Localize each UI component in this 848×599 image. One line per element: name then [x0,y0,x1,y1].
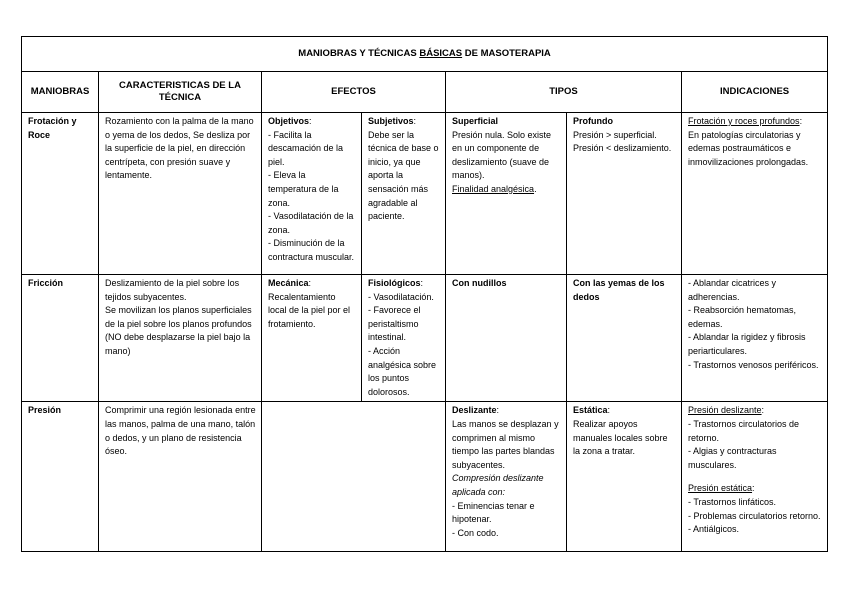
header-efectos: EFECTOS [262,72,446,113]
table-row [22,402,828,552]
indicaciones-cell: - Ablandar cicatrices y adherencias. - Reabsorción hematomas, edemas. - Ablandar la rigidez y fibrosis periarticulares. - Trastornos venosos periféricos. [682,275,828,402]
masoterapia-table [21,36,828,552]
tipo-cell: Profundo Presión > superficial. Presión < deslizamiento. [567,113,682,275]
efecto-cell: Mecánica: Recalentamiento local de la piel por el frotamiento. [262,275,362,402]
indicaciones-cell: Presión deslizante: - Trastornos circulatorios de retorno. - Algias y contracturas musculares. Presión estática: - Trastornos linfáticos. - Problemas circulatorios retorno. - Antiálgicos. [682,402,828,552]
table-row [22,113,828,275]
efecto-cell: Objetivos: - Facilita la descamación de la piel. - Eleva la temperatura de la zona. - Vasodilatación de la zona. - Disminución de la contractura muscular. [262,113,362,275]
table-title: MANIOBRAS Y TÉCNICAS BÁSICAS DE MASOTERAPIA [22,37,828,72]
efecto-cell-empty [262,402,446,552]
maniobra-name: Presión [22,402,99,552]
header-maniobras: MANIOBRAS [22,72,99,113]
tipo-cell: Deslizante: Las manos se desplazan y comprimen al mismo tiempo las partes blandas subyacentes. Compresión deslizante aplicada con: - Eminencias tenar e hipotenar. - Con codo. [446,402,567,552]
table-row [22,275,828,402]
maniobra-name: Fricción [22,275,99,402]
caracteristicas-cell: Deslizamiento de la piel sobre los tejidos subyacentes. Se movilizan los planos superficiales de la piel sobre los planos profundos (NO debe desplazarse la piel bajo la mano) [99,275,262,402]
tipo-cell: Con las yemas de los dedos [567,275,682,402]
caracteristicas-cell: Comprimir una región lesionada entre las manos, palma de una mano, talón o dedos, y un plano de resistencia óseo. [99,402,262,552]
tipo-cell: Estática: Realizar apoyos manuales locales sobre la zona a tratar. [567,402,682,552]
efecto-cell: Fisiológicos: - Vasodilatación. - Favorece el peristaltismo intestinal. - Acción analgésica sobre los puntos dolorosos. [362,275,446,402]
tipo-cell: Con nudillos [446,275,567,402]
maniobra-name: Frotación y Roce [22,113,99,275]
caracteristicas-cell: Rozamiento con la palma de la mano o yema de los dedos, Se desliza por la superficie de la piel, en dirección centrípeta, con presión suave y lentamente. [99,113,262,275]
header-indicaciones: INDICACIONES [682,72,828,113]
header-caracteristicas: CARACTERISTICAS DE LA TÉCNICA [99,72,262,113]
efecto-cell: Subjetivos: Debe ser la técnica de base o inicio, ya que aporta la sensación más agradable al paciente. [362,113,446,275]
tipo-cell: Superficial Presión nula. Solo existe en un componente de deslizamiento (suave de manos). Finalidad analgésica. [446,113,567,275]
indicaciones-cell: Frotación y roces profundos: En patologías circulatorias y edemas postraumáticos e inmovilizaciones prolongadas. [682,113,828,275]
header-tipos: TIPOS [446,72,682,113]
